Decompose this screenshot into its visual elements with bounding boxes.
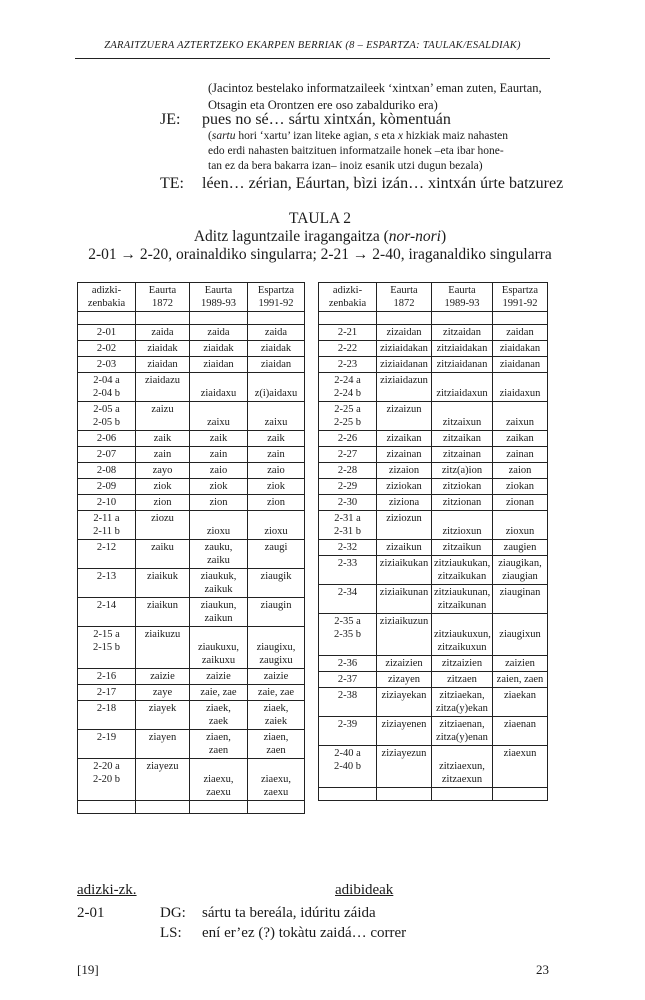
table-title [60,210,580,264]
verb-form-cell: zizaikun [377,540,432,556]
column-header: Espartza 1991-92 [248,283,305,312]
table-row [319,614,548,656]
table-row [78,402,305,431]
verb-form-cell: zitzainan [432,447,493,463]
speaker-text-je: pues no sé… sártu xintxán, kòmentuán [202,111,451,128]
verb-form-cell: ziaidaxun [493,373,548,402]
footer-section-number: [19] [77,962,99,977]
form-number-cell: 2-10 [78,495,136,511]
verb-form-cell: zaizie [248,669,305,685]
form-number-cell: 2-37 [319,672,377,688]
table-row [319,402,548,431]
verb-form-cell: ziziona [377,495,432,511]
note-1-line-1: (Jacintoz bestelako informatzaileek ‘xintxan’ eman zuten, Eaurtan, [208,81,542,95]
form-number-cell: 2-25 a 2-25 b [319,402,377,431]
table-row [319,373,548,402]
spacer-cell [248,312,305,325]
verb-form-cell: ziaidazu [136,373,190,402]
note-1-line-2: Otsagin eta Orontzen ere oso zabalduriko era) [208,97,438,112]
verb-form-cell: zitziaexun, zitzaexun [432,746,493,788]
verb-form-cell: zaugi [248,540,305,569]
verb-form-cell: zitz(a)ion [432,463,493,479]
form-number-cell: 2-35 a 2-35 b [319,614,377,656]
form-number-cell: 2-31 a 2-31 b [319,511,377,540]
table-row [319,325,548,341]
form-number-cell: 2-34 [319,585,377,614]
speaker-label-je: JE: [160,111,181,128]
verb-form-cell: ziokan [493,479,548,495]
column-header: adizki- zenbakia [319,283,377,312]
form-number-cell: 2-02 [78,341,136,357]
verb-form-cell: zain [190,447,248,463]
verb-form-cell: zizainan [377,447,432,463]
verb-form-cell: ziaexu, zaexu [248,759,305,801]
table-row [78,627,305,669]
table-row [319,746,548,788]
form-number-cell: 2-30 [319,495,377,511]
verb-form-cell: zaiku [136,540,190,569]
verb-form-cell: zion [248,495,305,511]
form-number-cell: 2-14 [78,598,136,627]
verb-form-cell: ziaen, zaen [190,730,248,759]
table-row [78,569,305,598]
verb-form-cell: zizaizien [377,656,432,672]
table-title-line-1: TAULA 2 [288,210,352,227]
speaker-label-te: TE: [160,175,184,192]
note-1 [208,80,553,113]
table-row [319,585,548,614]
verb-form-cell: zaizu [136,402,190,431]
example-speaker-ls: LS: [160,925,182,941]
right-verb-table [318,282,548,801]
verb-form-cell: ziziaikukan [377,556,432,585]
verb-form-cell: ziayen [136,730,190,759]
form-number-cell: 2-13 [78,569,136,598]
table-row [78,431,305,447]
verb-form-cell: zaizie [190,669,248,685]
verb-form-cell: ziziaidazun [377,373,432,402]
verb-form-cell: zaixu [248,402,305,431]
note-2-line-2: edo erdi nahasten baitzituen informatzaile honek –eta ibar hone- [208,145,504,157]
verb-form-cell: ziaukun, zaikun [190,598,248,627]
form-number-cell: 2-36 [319,656,377,672]
verb-form-cell: zaida [248,325,305,341]
verb-form-cell: zitzaikun [432,540,493,556]
verb-form-cell: zitziaukunan, zitzaikunan [432,585,493,614]
verb-form-cell: ziaidan [248,357,305,373]
verb-form-cell: zaik [136,431,190,447]
verb-form-cell: zitzionan [432,495,493,511]
verb-form-cell: zizaidan [377,325,432,341]
note-2 [208,129,553,174]
verb-form-cell: zayo [136,463,190,479]
form-number-cell: 2-06 [78,431,136,447]
table-row [78,540,305,569]
verb-form-cell: zaixun [493,402,548,431]
verb-form-cell: ziaidakan [493,341,548,357]
left-table-header-row [78,283,305,312]
spacer-row [319,312,548,325]
verb-form-cell: ziaikuk [136,569,190,598]
form-number-cell: 2-28 [319,463,377,479]
verb-form-cell: ziziaidakan [377,341,432,357]
verb-form-cell: zioxu [190,511,248,540]
spacer-cell [78,312,136,325]
form-number-cell: 2-16 [78,669,136,685]
spacer-cell [493,312,548,325]
spacer-cell [319,312,377,325]
verb-form-cell: zaizien [493,656,548,672]
verb-form-cell: ziozu [136,511,190,540]
verb-form-cell: zaye [136,685,190,701]
table-row [78,701,305,730]
verb-form-cell: ziayezu [136,759,190,801]
column-header: Eaurta 1872 [377,283,432,312]
verb-form-cell: ziaekan [493,688,548,717]
verb-form-cell: ziziayenen [377,717,432,746]
verb-form-cell: zaugien [493,540,548,556]
form-number-cell: 2-26 [319,431,377,447]
note-2-line-3: tan ez da bera bakarra izan– inoiz esanik utzi dugun bezala) [208,160,483,172]
spacer-row [78,801,305,814]
verb-form-cell: ziaexun [493,746,548,788]
table-row [78,325,305,341]
verb-form-cell: zitzaikan [432,431,493,447]
verb-form-cell: ziziayezun [377,746,432,788]
example-text-ls: ení er’ez (?) tokàtu zaidá… correr [202,925,407,941]
verb-form-cell: zitziaidaxun [432,373,493,402]
verb-form-cell: ziaidan [136,357,190,373]
verb-form-cell: ziaugixu, zaugixu [248,627,305,669]
column-header: Eaurta 1989-93 [432,283,493,312]
spacer-cell [319,788,377,801]
column-header: Eaurta 1872 [136,283,190,312]
right-table-header-row [319,283,548,312]
speaker-text-te: léen… zérian, Eáurtan, bìzi izán… xintxán úrte batzurez [202,175,564,192]
form-number-cell: 2-01 [78,325,136,341]
table-row [78,495,305,511]
spacer-cell [432,312,493,325]
note-2-line-1: (sartu hori ‘xartu’ izan liteke agian, s eta x hizkiak maiz nahasten [208,130,508,142]
table-row [78,669,305,685]
verb-form-cell: zaizie [136,669,190,685]
verb-form-cell: zitzaen [432,672,493,688]
verb-form-cell: zion [136,495,190,511]
verb-form-cell: zizayen [377,672,432,688]
verb-form-cell: z(i)aidaxu [248,373,305,402]
spacer-row [319,788,548,801]
verb-form-cell: zitzaidan [432,325,493,341]
form-number-cell: 2-09 [78,479,136,495]
spacer-cell [377,788,432,801]
verb-form-cell: zitziokan [432,479,493,495]
table-row [319,431,548,447]
verb-form-cell: ziok [248,479,305,495]
form-number-cell: 2-33 [319,556,377,585]
verb-form-cell: zitziaenan, zitza(y)enan [432,717,493,746]
verb-form-cell: zioxu [248,511,305,540]
verb-form-cell: ziaexu, zaexu [190,759,248,801]
verb-form-cell: zitziaidanan [432,357,493,373]
table-row [319,463,548,479]
spacer-cell [432,788,493,801]
form-number-cell: 2-22 [319,341,377,357]
header-rule [75,58,550,59]
form-number-cell: 2-05 a 2-05 b [78,402,136,431]
verb-form-cell: ziaenan [493,717,548,746]
table-row [319,447,548,463]
table-row [319,688,548,717]
table-row [78,357,305,373]
spacer-cell [78,801,136,814]
verb-form-cell: zizaizun [377,402,432,431]
table-row [78,463,305,479]
spacer-cell [493,788,548,801]
column-header: adizki- zenbakia [78,283,136,312]
spacer-cell [248,801,305,814]
verb-form-cell: zaida [190,325,248,341]
verb-form-cell: zitzaizien [432,656,493,672]
form-number-cell: 2-27 [319,447,377,463]
table-title-line-2: Aditz laguntzaile iragangaitza (nor-nori) [193,228,447,245]
verb-form-cell: zaio [190,463,248,479]
verb-form-cell: zitzioxun [432,511,493,540]
table-row [319,672,548,688]
form-number-cell: 2-29 [319,479,377,495]
spacer-cell [377,312,432,325]
table-row [319,540,548,556]
table-row [78,598,305,627]
verb-form-cell: zaion [493,463,548,479]
form-number-cell: 2-03 [78,357,136,373]
verb-form-cell: ziaidaxu [190,373,248,402]
form-number-cell: 2-04 a 2-04 b [78,373,136,402]
form-number-cell: 2-19 [78,730,136,759]
verb-form-cell: zitziaekan, zitza(y)ekan [432,688,493,717]
table-row [78,447,305,463]
verb-form-cell: ziaek, zaek [190,701,248,730]
form-number-cell: 2-39 [319,717,377,746]
verb-form-cell: ziaukuxu, zaikuxu [190,627,248,669]
verb-form-cell: zauku, zaiku [190,540,248,569]
verb-form-cell: zaie, zae [248,685,305,701]
footer-page-number: 23 [536,962,549,977]
spacer-cell [190,801,248,814]
verb-form-cell: ziaikuzu [136,627,190,669]
table-row [319,357,548,373]
form-number-cell: 2-07 [78,447,136,463]
table-title-line-3: 2-01 → 2-20, orainaldiko singularra; 2-21 → 2-40, iraganaldiko singularra [88,246,552,263]
table-row [78,685,305,701]
spacer-cell [136,801,190,814]
form-number-cell: 2-17 [78,685,136,701]
verb-form-cell: ziaek, zaiek [248,701,305,730]
verb-form-cell: zainan [493,447,548,463]
verb-form-cell: ziok [190,479,248,495]
examples-col-1-header: adizki-zk. [77,882,137,898]
verb-form-cell: zaie, zae [190,685,248,701]
verb-form-cell: zaidan [493,325,548,341]
verb-form-cell: zioxun [493,511,548,540]
form-number-cell: 2-12 [78,540,136,569]
verb-form-cell: zaien, zaen [493,672,548,688]
form-number-cell: 2-08 [78,463,136,479]
form-number-cell: 2-23 [319,357,377,373]
verb-form-cell: ziaidak [248,341,305,357]
spacer-cell [190,312,248,325]
verb-form-cell: zion [190,495,248,511]
verb-form-cell: ziaukuk, zaikuk [190,569,248,598]
verb-form-cell: ziaidanan [493,357,548,373]
right-table-body [319,312,548,801]
verb-form-cell: zain [136,447,190,463]
table-row [319,656,548,672]
form-number-cell: 2-18 [78,701,136,730]
table-row [78,479,305,495]
form-number-cell: 2-24 a 2-24 b [319,373,377,402]
verb-form-cell: ziaidan [190,357,248,373]
verb-form-cell: zain [248,447,305,463]
verb-form-cell: zitziaukuxun, zitzaikuxun [432,614,493,656]
table-row [319,511,548,540]
verb-form-cell: ziziozun [377,511,432,540]
example-text-dg: sártu ta bereála, idúritu záida [202,905,376,921]
verb-form-cell: zitzaixun [432,402,493,431]
table-row [78,730,305,759]
verb-form-cell: ziaidak [136,341,190,357]
verb-form-cell: ziziokan [377,479,432,495]
verb-form-cell: ziaugik [248,569,305,598]
verb-form-cell: ziayek [136,701,190,730]
verb-form-cell: ziaugixun [493,614,548,656]
verb-form-cell: zitziaidakan [432,341,493,357]
table-row [319,717,548,746]
form-number-cell: 2-40 a 2-40 b [319,746,377,788]
table-row [319,341,548,357]
form-number-cell: 2-32 [319,540,377,556]
left-table-body [78,312,305,814]
table-row [78,759,305,801]
verb-form-cell: ziaen, zaen [248,730,305,759]
verb-form-cell: ziaugikan, ziaugian [493,556,548,585]
form-number-cell: 2-21 [319,325,377,341]
verb-form-cell: zizaion [377,463,432,479]
verb-form-cell: ziaugin [248,598,305,627]
running-header: ZARAITZUERA AZTERTZEKO EKARPEN BERRIAK (8 – ESPARTZA: TAULAK/ESALDIAK) [104,40,521,51]
verb-form-cell: zizaikan [377,431,432,447]
column-header: Espartza 1991-92 [493,283,548,312]
table-row [319,556,548,585]
verb-form-cell: zaik [190,431,248,447]
column-header: Eaurta 1989-93 [190,283,248,312]
form-number-cell: 2-20 a 2-20 b [78,759,136,801]
verb-form-cell: ziziayekan [377,688,432,717]
verb-form-cell: ziaidak [190,341,248,357]
verb-form-cell: zaikan [493,431,548,447]
verb-form-cell: zaik [248,431,305,447]
form-number-cell: 2-38 [319,688,377,717]
spacer-row [78,312,305,325]
verb-form-cell: zitziaukukan, zitzaikukan [432,556,493,585]
table-row [78,511,305,540]
table-row [78,373,305,402]
examples-col-2-header: adibideak [335,882,394,898]
verb-form-cell: ziziaikunan [377,585,432,614]
verb-form-cell: ziziaidanan [377,357,432,373]
form-number-cell: 2-15 a 2-15 b [78,627,136,669]
verb-form-cell: ziziaikuzun [377,614,432,656]
verb-form-cell: ziok [136,479,190,495]
verb-form-cell: zionan [493,495,548,511]
form-number-cell: 2-11 a 2-11 b [78,511,136,540]
verb-form-cell: zaida [136,325,190,341]
table-row [78,341,305,357]
spacer-cell [136,312,190,325]
example-number: 2-01 [77,905,105,921]
example-speaker-dg: DG: [160,905,186,921]
verb-form-cell: zaio [248,463,305,479]
left-verb-table [77,282,305,814]
table-row [319,495,548,511]
verb-form-cell: zaixu [190,402,248,431]
verb-form-cell: ziaikun [136,598,190,627]
table-row [319,479,548,495]
verb-form-cell: ziauginan [493,585,548,614]
